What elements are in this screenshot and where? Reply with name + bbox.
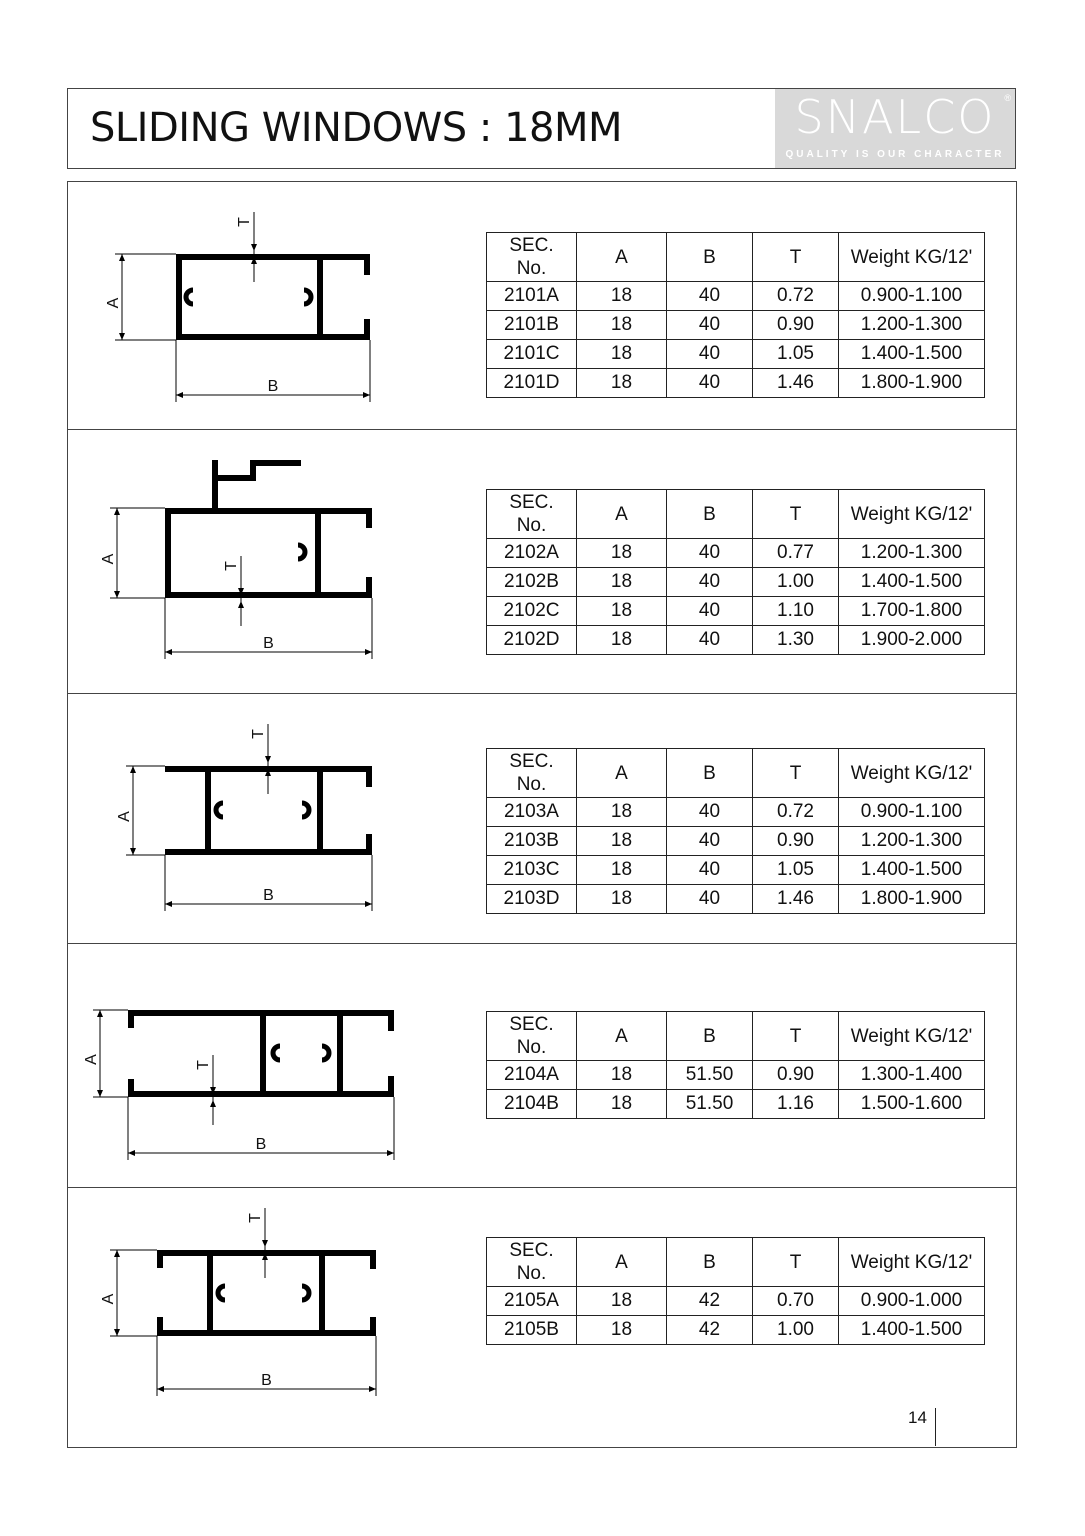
table-row <box>487 539 985 568</box>
column-header: Weight KG/12' <box>839 490 985 539</box>
table-cell: 1.200-1.300 <box>839 539 985 568</box>
table-row <box>487 597 985 626</box>
table-cell: 1.05 <box>753 340 839 369</box>
column-header: B <box>667 1238 753 1287</box>
table-cell: 0.77 <box>753 539 839 568</box>
table-row <box>487 885 985 914</box>
dimension-label: T <box>195 1060 212 1070</box>
dimension-label: B <box>263 635 274 652</box>
table-cell: 40 <box>667 827 753 856</box>
table-cell: 40 <box>667 282 753 311</box>
profile-outline <box>160 1253 373 1333</box>
table-cell: 18 <box>577 885 667 914</box>
dimension-label: A <box>100 553 117 565</box>
table-cell: 0.90 <box>753 827 839 856</box>
clip-groove <box>218 1286 225 1300</box>
clip-groove <box>302 803 309 817</box>
clip-groove <box>302 1286 309 1300</box>
table-header-row <box>487 749 985 798</box>
table-cell: 2102C <box>487 597 577 626</box>
arrowhead <box>130 766 136 773</box>
table-row <box>487 798 985 827</box>
column-header: T <box>753 233 839 282</box>
table-cell: 18 <box>577 626 667 655</box>
arrowhead <box>262 1240 268 1247</box>
table-cell: 0.900-1.100 <box>839 282 985 311</box>
arrowhead <box>165 901 172 907</box>
column-header: B <box>667 233 753 282</box>
column-header: A <box>577 749 667 798</box>
table-cell: 1.46 <box>753 885 839 914</box>
table-cell: 18 <box>577 1090 667 1119</box>
table-cell: 2103A <box>487 798 577 827</box>
column-header: B <box>667 1012 753 1061</box>
table-cell: 2102A <box>487 539 577 568</box>
table-cell: 40 <box>667 539 753 568</box>
table-cell: 0.900-1.100 <box>839 798 985 827</box>
dimension-label: B <box>255 1136 267 1153</box>
table-cell: 18 <box>577 1061 667 1090</box>
column-header: SEC. No. <box>487 490 577 539</box>
table-cell: 1.800-1.900 <box>839 369 985 398</box>
column-header: T <box>753 749 839 798</box>
page-number-rule <box>935 1408 936 1446</box>
table-cell: 18 <box>577 1287 667 1316</box>
arrowhead <box>365 649 372 655</box>
profile-outline <box>215 463 298 511</box>
table-cell: 1.05 <box>753 856 839 885</box>
table-cell: 51.50 <box>667 1061 753 1090</box>
spec-table <box>486 489 985 655</box>
table-cell: 2101D <box>487 369 577 398</box>
spec-table <box>486 748 985 914</box>
table-cell: 1.300-1.400 <box>839 1061 985 1090</box>
table-cell: 1.500-1.600 <box>839 1090 985 1119</box>
arrowhead <box>363 392 370 398</box>
arrowhead <box>130 848 136 855</box>
table-cell: 51.50 <box>667 1090 753 1119</box>
clip-groove <box>186 290 193 304</box>
table-cell: 2103B <box>487 827 577 856</box>
column-header: Weight KG/12' <box>839 1012 985 1061</box>
spec-table <box>486 1237 985 1345</box>
table-cell: 1.00 <box>753 568 839 597</box>
table-cell: 2104B <box>487 1090 577 1119</box>
clip-groove <box>216 803 223 817</box>
table-cell: 1.700-1.800 <box>839 597 985 626</box>
arrowhead <box>119 333 125 340</box>
logo-registered-mark: ® <box>1004 93 1011 103</box>
profile-outline <box>208 769 320 852</box>
column-header: T <box>753 1238 839 1287</box>
column-header: A <box>577 490 667 539</box>
table-cell: 2102B <box>487 568 577 597</box>
dimension-label: B <box>263 887 274 904</box>
table-cell: 2103D <box>487 885 577 914</box>
table-cell: 18 <box>577 311 667 340</box>
dimension-label: T <box>236 217 253 227</box>
table-cell: 1.400-1.500 <box>839 1316 985 1345</box>
table-cell: 0.90 <box>753 311 839 340</box>
table-cell: 40 <box>667 340 753 369</box>
table-cell: 1.900-2.000 <box>839 626 985 655</box>
table-cell: 1.400-1.500 <box>839 568 985 597</box>
table-cell: 2105B <box>487 1316 577 1345</box>
table-row <box>487 626 985 655</box>
table-cell: 1.400-1.500 <box>839 340 985 369</box>
table-cell: 18 <box>577 798 667 827</box>
arrowhead <box>365 901 372 907</box>
table-cell: 40 <box>667 798 753 827</box>
table-cell: 2101A <box>487 282 577 311</box>
dimension-label: A <box>116 811 133 822</box>
table-row <box>487 1061 985 1090</box>
table-cell: 40 <box>667 597 753 626</box>
table-row <box>487 827 985 856</box>
table-cell: 0.900-1.000 <box>839 1287 985 1316</box>
table-cell: 0.70 <box>753 1287 839 1316</box>
dimension-label: A <box>83 1054 100 1065</box>
table-row <box>487 568 985 597</box>
table-cell: 2104A <box>487 1061 577 1090</box>
dimension-label: A <box>105 297 122 309</box>
table-row <box>487 1090 985 1119</box>
dimension-label: T <box>250 729 267 739</box>
spec-table <box>486 232 985 398</box>
arrowhead <box>114 1329 120 1336</box>
table-cell: 18 <box>577 568 667 597</box>
table-cell: 2102D <box>487 626 577 655</box>
table-cell: 18 <box>577 369 667 398</box>
clip-groove <box>322 1046 329 1060</box>
table-cell: 2101C <box>487 340 577 369</box>
table-row <box>487 856 985 885</box>
arrowhead <box>251 244 257 251</box>
page-title: SLIDING WINDOWS : 18MM <box>90 105 623 151</box>
table-cell: 42 <box>667 1287 753 1316</box>
profile-outline <box>168 511 369 595</box>
column-header: SEC. No. <box>487 1238 577 1287</box>
table-cell: 18 <box>577 827 667 856</box>
column-header: SEC. No. <box>487 1012 577 1061</box>
arrowhead <box>210 1100 216 1107</box>
profile-outline <box>179 257 367 337</box>
table-cell: 0.90 <box>753 1061 839 1090</box>
table-header-row <box>487 233 985 282</box>
table-cell: 1.400-1.500 <box>839 856 985 885</box>
column-header: B <box>667 490 753 539</box>
dimension-label: T <box>247 1213 264 1223</box>
table-cell: 40 <box>667 856 753 885</box>
column-header: SEC. No. <box>487 233 577 282</box>
table-cell: 1.200-1.300 <box>839 311 985 340</box>
table-cell: 18 <box>577 597 667 626</box>
table-cell: 40 <box>667 568 753 597</box>
dimension-label: T <box>223 561 240 571</box>
column-header: A <box>577 233 667 282</box>
table-cell: 0.72 <box>753 798 839 827</box>
column-header: T <box>753 490 839 539</box>
table-cell: 42 <box>667 1316 753 1345</box>
table-cell: 18 <box>577 856 667 885</box>
table-cell: 2103C <box>487 856 577 885</box>
arrowhead <box>176 392 183 398</box>
table-cell: 40 <box>667 885 753 914</box>
arrowhead <box>97 1010 103 1017</box>
table-cell: 18 <box>577 539 667 568</box>
arrowhead <box>114 591 120 598</box>
table-header-row <box>487 1238 985 1287</box>
column-header: SEC. No. <box>487 749 577 798</box>
table-cell: 1.10 <box>753 597 839 626</box>
arrowhead <box>114 1250 120 1257</box>
dimension-label: A <box>100 1293 117 1305</box>
table-row <box>487 282 985 311</box>
column-header: T <box>753 1012 839 1061</box>
table-cell: 1.16 <box>753 1090 839 1119</box>
table-header-row <box>487 490 985 539</box>
table-row <box>487 1287 985 1316</box>
dimension-label: B <box>261 1372 272 1389</box>
dimension-label: B <box>267 378 279 395</box>
table-cell: 0.72 <box>753 282 839 311</box>
table-cell: 2101B <box>487 311 577 340</box>
arrowhead <box>114 508 120 515</box>
column-header: Weight KG/12' <box>839 1238 985 1287</box>
column-header: A <box>577 1012 667 1061</box>
table-cell: 2105A <box>487 1287 577 1316</box>
column-header: A <box>577 1238 667 1287</box>
table-cell: 18 <box>577 340 667 369</box>
arrowhead <box>238 601 244 608</box>
table-cell: 18 <box>577 282 667 311</box>
table-cell: 1.800-1.900 <box>839 885 985 914</box>
table-cell: 40 <box>667 626 753 655</box>
clip-groove <box>298 545 305 559</box>
column-header: Weight KG/12' <box>839 749 985 798</box>
column-header: B <box>667 749 753 798</box>
clip-groove <box>273 1046 280 1060</box>
arrowhead <box>369 1386 376 1392</box>
table-row <box>487 311 985 340</box>
table-row <box>487 1316 985 1345</box>
table-cell: 40 <box>667 311 753 340</box>
table-header-row <box>487 1012 985 1061</box>
table-cell: 1.200-1.300 <box>839 827 985 856</box>
table-cell: 1.46 <box>753 369 839 398</box>
table-cell: 18 <box>577 1316 667 1345</box>
arrowhead <box>157 1386 164 1392</box>
column-header: Weight KG/12' <box>839 233 985 282</box>
arrowhead <box>265 756 271 763</box>
table-cell: 1.30 <box>753 626 839 655</box>
table-row <box>487 369 985 398</box>
arrowhead <box>165 649 172 655</box>
table-row <box>487 340 985 369</box>
arrowhead <box>97 1090 103 1097</box>
clip-groove <box>304 290 311 304</box>
spec-table <box>486 1011 985 1119</box>
logo-brand: SNALCO <box>794 90 996 144</box>
arrowhead <box>128 1150 135 1156</box>
table-cell: 40 <box>667 369 753 398</box>
arrowhead <box>119 254 125 261</box>
profile-outline <box>210 1253 322 1333</box>
logo-tagline: QUALITY IS OUR CHARACTER <box>785 149 1005 160</box>
arrowhead <box>387 1150 394 1156</box>
table-cell: 1.00 <box>753 1316 839 1345</box>
page-number: 14 <box>908 1408 927 1427</box>
